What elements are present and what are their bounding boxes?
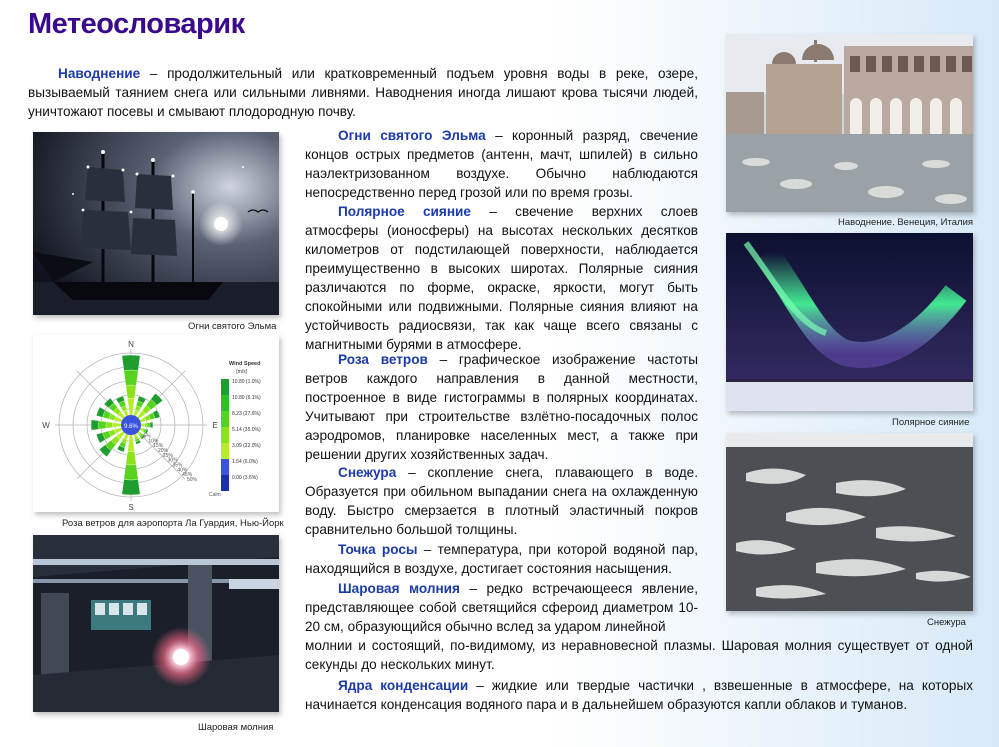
legend-label: 1.54 (6.0%) xyxy=(232,459,258,465)
venice-flood-image xyxy=(726,34,973,212)
term-dew-point: Точка росы xyxy=(338,542,418,557)
legend-label: 3.09 (22.0%) xyxy=(232,443,261,449)
ball-lightning-image xyxy=(33,535,279,712)
legend-unit: (m/s) xyxy=(236,369,248,375)
caption-wind-rose: Роза ветров для аэропорта Ла Гуардия, Нью-Йорк xyxy=(62,518,284,529)
term-flood: Наводнение xyxy=(58,66,141,81)
legend-title: Wind Speed xyxy=(229,361,261,367)
term-condensation-nuclei: Ядра конденсации xyxy=(338,678,469,693)
legend-label: 10.80 (6.1%) xyxy=(232,395,261,401)
definition-ball-lightning-cont: молнии и состоящий, по-видимому, из неравновесной плазмы. Шаровая молния существует от одной секунды до нескольких минут. xyxy=(305,638,973,672)
direction-w: W xyxy=(42,421,50,430)
legend-calm: Calm xyxy=(209,492,221,498)
legend-label: 0.00 (3.6%) xyxy=(232,475,258,481)
ring-label: 15% xyxy=(153,443,164,450)
term-ball-lightning: Шаровая молния xyxy=(338,581,460,596)
caption-aurora: Полярное сияние xyxy=(892,417,970,428)
ring-label: 35% xyxy=(172,462,183,469)
ring-label: 25% xyxy=(162,452,173,459)
legend-swatch xyxy=(221,459,229,475)
ring-label: 40% xyxy=(177,467,188,474)
caption-venice: Наводнение. Венеция, Италия xyxy=(838,217,974,228)
entry-ball-lightning-cont xyxy=(305,636,973,674)
legend-label: 10.80 (1.0%) xyxy=(232,379,261,385)
ring-label: 20% xyxy=(157,447,169,454)
definition-slush: – скопление снега, плавающего в воде. Образуется при обильном выпадании снега на охлажденную воду. Быстро смерзается в плотный эластичный покров сравнительно большой толщины. xyxy=(305,465,698,537)
entry-flood xyxy=(28,64,698,121)
wind-rose-figure xyxy=(33,335,279,512)
definition-condensation-nuclei: – жидкие или твердые частички , взвешенные в атмосфере, на которых начинается конденсация водяного пара и в дальнейшем образуются капли облаков и туманов. xyxy=(305,678,974,712)
ring-label: 45% xyxy=(182,472,193,479)
entry-condensation-nuclei xyxy=(305,676,973,714)
definition-wind-rose: – графическое изображение частоты ветров каждого направления в данной местности, построенное в виде гистограммы в полярных координатах. Учитывают при строительстве взлётно-посадочных полос аэродромов, планировке населенных мест, а также при решении других хозяйственных задач. xyxy=(305,352,698,462)
caption-st-elmo: Огни святого Эльма xyxy=(188,321,277,332)
entry-aurora xyxy=(305,202,698,354)
direction-n: N xyxy=(128,340,134,349)
definition-dew-point: – температура, при которой водяной пар, находящийся в воздухе, достигает состояния насыщения. xyxy=(305,542,698,576)
term-st-elmo: Огни святого Эльма xyxy=(338,128,486,143)
caption-slush: Снежура xyxy=(927,617,966,628)
legend-swatch xyxy=(221,443,229,459)
legend-swatch xyxy=(221,411,229,427)
legend-swatch xyxy=(221,379,229,395)
ring-label: 5% xyxy=(143,433,151,440)
term-slush: Снежура xyxy=(338,465,397,480)
ring-label: 30% xyxy=(167,457,178,464)
direction-s: S xyxy=(128,503,134,512)
ring-label: 10% xyxy=(148,438,159,445)
entry-st-elmo xyxy=(305,126,698,202)
definition-st-elmo: – коронный разряд, свечение концов острых предметов (антенн, мачт, шпилей) в сильно наэлектризованном воздухе. Обычно наблюдаются непосредственно перед грозой или по время грозы. xyxy=(305,128,699,200)
direction-e: E xyxy=(212,421,218,430)
term-aurora: Полярное сияние xyxy=(338,204,471,219)
aurora-image xyxy=(726,233,973,411)
entry-ball-lightning xyxy=(305,579,698,636)
entry-wind-rose xyxy=(305,350,698,464)
legend-swatch xyxy=(221,427,229,443)
definition-flood: – продолжительный или кратковременный подъем уровня воды в реке, озере, вызываемый таянием снега или сильными ливнями. Наводнения иногда лишают крова тысячи людей, уничтожают посевы и смывают плодородную почву. xyxy=(28,66,698,119)
ring-label: 50% xyxy=(187,477,198,484)
legend-swatch xyxy=(221,475,229,491)
legend-label: 8.23 (27.6%) xyxy=(232,411,261,417)
definition-aurora: – свечение верхних слоев атмосферы (ионосферы) на высотах нескольких десятков километров от подстилающей поверхности, наблюдается преимущественно в высоких широтах. Полярные сияния различаются по форме, окраске, яркости, могут быть спокойными или подвижными. Полярные сияния влияют на устойчивость радиосвязи, так как чаще всего связаны с магнитными бурями в атмосфере. xyxy=(305,204,698,352)
term-wind-rose: Роза ветров xyxy=(338,352,428,367)
wind-rose-center-label: 9.6% xyxy=(124,424,138,430)
entry-slush xyxy=(305,463,698,539)
page-title: Метеословарик xyxy=(28,8,245,40)
entry-dew-point xyxy=(305,540,698,578)
caption-ball-lightning: Шаровая молния xyxy=(198,722,274,733)
definition-ball-lightning: – редко встречающееся явление, представляющее собой светящийся сфероид диаметром 10-20 см, образующийся обычно вслед за ударом линейной xyxy=(305,581,698,634)
slush-image xyxy=(726,433,973,611)
legend-label: 5.14 (35.0%) xyxy=(232,427,261,433)
legend-swatch xyxy=(221,395,229,411)
st-elmo-image xyxy=(33,132,279,315)
